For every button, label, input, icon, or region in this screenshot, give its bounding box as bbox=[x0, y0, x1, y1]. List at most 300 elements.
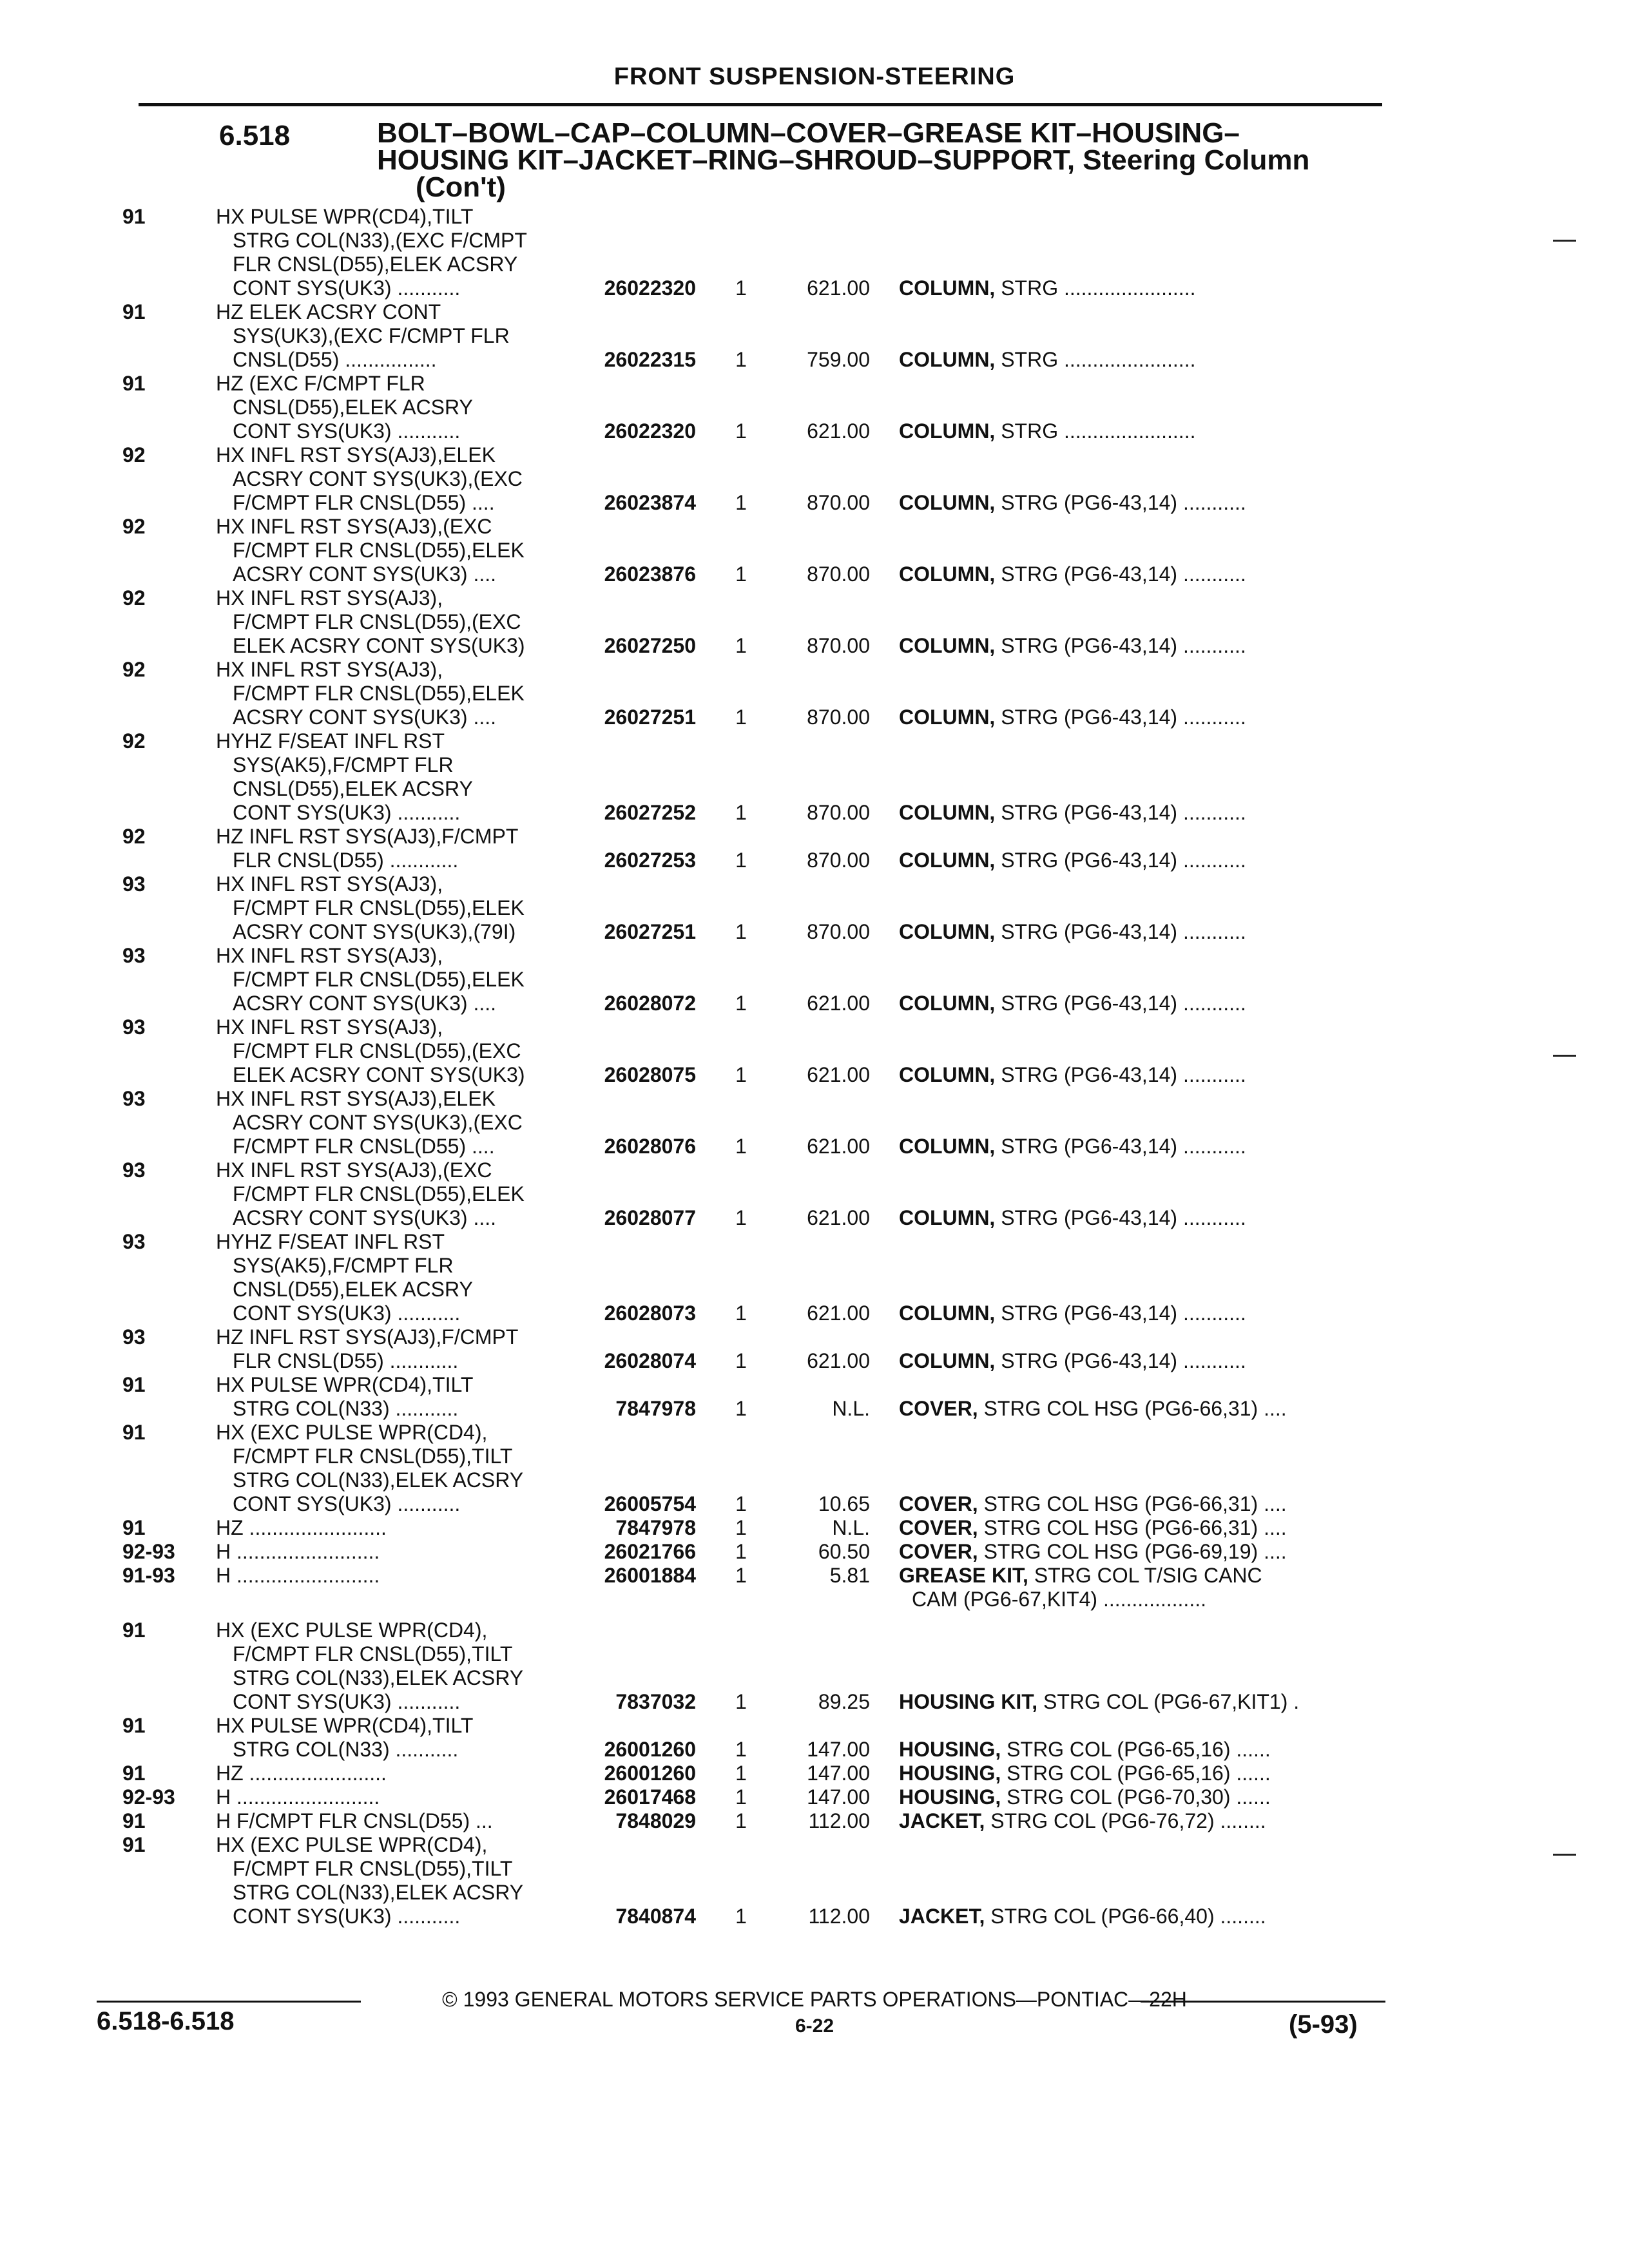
quantity: 1 bbox=[735, 419, 747, 443]
description-line: CNSL(D55),ELEK ACSRY bbox=[233, 396, 473, 419]
description-line: HX PULSE WPR(CD4),TILT bbox=[216, 1714, 474, 1737]
part-name-keyword: HOUSING, bbox=[899, 1738, 1001, 1761]
price: N.L. bbox=[832, 1397, 870, 1420]
part-name bbox=[899, 1349, 1382, 1373]
description-line: CNSL(D55),ELEK ACSRY bbox=[233, 777, 473, 800]
model-year: 92 bbox=[122, 515, 146, 538]
price: 621.00 bbox=[807, 419, 870, 443]
part-name bbox=[899, 706, 1382, 729]
quantity: 1 bbox=[735, 1564, 747, 1587]
part-name bbox=[899, 801, 1382, 825]
quantity: 1 bbox=[735, 849, 747, 872]
part-name-detail: STRG ....................... bbox=[995, 276, 1196, 300]
model-year: 93 bbox=[122, 944, 146, 967]
description-line: SYS(AK5),F/CMPT FLR bbox=[233, 1254, 454, 1277]
quantity: 1 bbox=[735, 1397, 747, 1420]
part-number: 7837032 bbox=[615, 1690, 696, 1713]
part-name bbox=[899, 1540, 1382, 1564]
part-number: 26028073 bbox=[604, 1302, 696, 1325]
description-line: CONT SYS(UK3) ........... bbox=[233, 1302, 461, 1325]
model-year: 93 bbox=[122, 1087, 146, 1110]
description-line: HZ INFL RST SYS(AJ3),F/CMPT bbox=[216, 1325, 519, 1349]
description-line: CONT SYS(UK3) ........... bbox=[233, 1905, 461, 1928]
part-number: 26028072 bbox=[604, 992, 696, 1015]
model-year: 91 bbox=[122, 1809, 146, 1832]
price: 147.00 bbox=[807, 1785, 870, 1809]
part-name bbox=[899, 920, 1382, 944]
model-year: 93 bbox=[122, 1230, 146, 1253]
description-line: F/CMPT FLR CNSL(D55),ELEK bbox=[233, 968, 525, 991]
model-year: 93 bbox=[122, 872, 146, 896]
part-name-keyword: COLUMN, bbox=[899, 920, 996, 943]
section-heading-line: BOLT–BOWL–CAP–COLUMN–COVER–GREASE KIT–HOUSING– bbox=[377, 117, 1240, 149]
part-number: 26023876 bbox=[604, 562, 696, 586]
quantity: 1 bbox=[735, 1135, 747, 1158]
price: 621.00 bbox=[807, 1302, 870, 1325]
part-name-keyword: COLUMN, bbox=[899, 562, 996, 586]
part-number: 26023874 bbox=[604, 491, 696, 514]
usage-description bbox=[216, 1540, 577, 1564]
part-name-detail: STRG (PG6-43,14) ........... bbox=[995, 706, 1246, 729]
description-line: HX INFL RST SYS(AJ3),ELEK bbox=[216, 1087, 496, 1110]
margin-mark bbox=[1553, 240, 1576, 242]
part-name-detail: STRG (PG6-43,14) ........... bbox=[995, 562, 1246, 586]
price: 10.65 bbox=[818, 1492, 870, 1515]
description-line: HX PULSE WPR(CD4),TILT bbox=[216, 1373, 474, 1396]
price: N.L. bbox=[832, 1516, 870, 1539]
part-name-keyword: COVER, bbox=[899, 1540, 978, 1563]
part-number: 7847978 bbox=[615, 1516, 696, 1539]
model-year: 91 bbox=[122, 1762, 146, 1785]
part-name bbox=[899, 1492, 1382, 1516]
part-number: 26027252 bbox=[604, 801, 696, 824]
description-line: ELEK ACSRY CONT SYS(UK3) bbox=[233, 1063, 525, 1086]
part-name-keyword: COLUMN, bbox=[899, 1063, 996, 1086]
quantity: 1 bbox=[735, 1206, 747, 1229]
part-name-detail: STRG (PG6-43,14) ........... bbox=[995, 849, 1246, 872]
quantity: 1 bbox=[735, 1492, 747, 1515]
model-year: 91 bbox=[122, 1833, 146, 1856]
copyright-line: © 1993 GENERAL MOTORS SERVICE PARTS OPERATIONS—PONTIAC—22H bbox=[442, 1988, 1187, 2011]
price: 5.81 bbox=[829, 1564, 870, 1587]
model-year: 91 bbox=[122, 372, 146, 395]
price: 89.25 bbox=[818, 1690, 870, 1713]
part-number: 26027251 bbox=[604, 706, 696, 729]
part-name bbox=[899, 1302, 1382, 1325]
part-name bbox=[899, 1206, 1382, 1230]
part-name-keyword: COLUMN, bbox=[899, 706, 996, 729]
price: 870.00 bbox=[807, 562, 870, 586]
description-line: HX INFL RST SYS(AJ3), bbox=[216, 872, 443, 896]
description-line: ACSRY CONT SYS(UK3) .... bbox=[233, 1206, 496, 1229]
price: 870.00 bbox=[807, 920, 870, 943]
part-number: 7848029 bbox=[615, 1809, 696, 1832]
price: 621.00 bbox=[807, 1063, 870, 1086]
description-line: F/CMPT FLR CNSL(D55),ELEK bbox=[233, 1182, 525, 1206]
part-name bbox=[899, 1135, 1382, 1158]
part-name bbox=[899, 849, 1382, 872]
section-heading-line: HOUSING KIT–JACKET–RING–SHROUD–SUPPORT, Steering Column bbox=[377, 144, 1310, 176]
quantity: 1 bbox=[735, 1540, 747, 1563]
description-line: HYHZ F/SEAT INFL RST bbox=[216, 1230, 445, 1253]
price: 870.00 bbox=[807, 634, 870, 657]
part-name-detail: STRG (PG6-43,14) ........... bbox=[995, 801, 1246, 824]
model-year: 92 bbox=[122, 729, 146, 753]
usage-description bbox=[216, 372, 577, 443]
description-line: ACSRY CONT SYS(UK3),(EXC bbox=[233, 467, 523, 490]
description-line: F/CMPT FLR CNSL(D55),TILT bbox=[233, 1445, 513, 1468]
description-line: CNSL(D55) ................ bbox=[233, 348, 437, 371]
price: 60.50 bbox=[818, 1540, 870, 1563]
part-name-detail: STRG (PG6-43,14) ........... bbox=[995, 634, 1246, 657]
description-line: HZ ........................ bbox=[216, 1516, 387, 1539]
part-number: 26027251 bbox=[604, 920, 696, 943]
description-line: CNSL(D55),ELEK ACSRY bbox=[233, 1278, 473, 1301]
description-line: F/CMPT FLR CNSL(D55),ELEK bbox=[233, 539, 525, 562]
description-line: HZ INFL RST SYS(AJ3),F/CMPT bbox=[216, 825, 519, 848]
description-line: H ......................... bbox=[216, 1564, 380, 1587]
usage-description bbox=[216, 1087, 577, 1158]
description-line: FLR CNSL(D55) ............ bbox=[233, 849, 459, 872]
description-line: ACSRY CONT SYS(UK3) .... bbox=[233, 562, 496, 586]
part-name-detail: STRG (PG6-43,14) ........... bbox=[995, 1349, 1246, 1372]
part-name bbox=[899, 1762, 1382, 1785]
price: 759.00 bbox=[807, 348, 870, 371]
description-line: H F/CMPT FLR CNSL(D55) ... bbox=[216, 1809, 493, 1832]
description-line: HX (EXC PULSE WPR(CD4), bbox=[216, 1619, 488, 1642]
description-line: CONT SYS(UK3) ........... bbox=[233, 1492, 461, 1515]
part-name bbox=[899, 1785, 1382, 1809]
usage-description bbox=[216, 1619, 577, 1714]
description-line: SYS(AK5),F/CMPT FLR bbox=[233, 753, 454, 776]
quantity: 1 bbox=[735, 491, 747, 514]
part-name-keyword: COLUMN, bbox=[899, 1302, 996, 1325]
usage-description bbox=[216, 586, 577, 658]
model-year: 91 bbox=[122, 1619, 146, 1642]
part-number: 26001260 bbox=[604, 1738, 696, 1761]
part-name-keyword: COLUMN, bbox=[899, 1135, 996, 1158]
description-line: ACSRY CONT SYS(UK3) .... bbox=[233, 992, 496, 1015]
page-title: FRONT SUSPENSION-STEERING bbox=[613, 63, 1016, 90]
model-year: 91 bbox=[122, 205, 146, 228]
model-year: 91 bbox=[122, 1373, 146, 1396]
usage-description bbox=[216, 825, 577, 872]
part-name-detail: STRG (PG6-43,14) ........... bbox=[995, 992, 1246, 1015]
part-name-keyword: COLUMN, bbox=[899, 419, 996, 443]
description-line: STRG COL(N33) ........... bbox=[233, 1397, 459, 1420]
description-line: HX INFL RST SYS(AJ3),ELEK bbox=[216, 443, 496, 466]
usage-description bbox=[216, 1785, 577, 1809]
part-name bbox=[899, 1516, 1382, 1540]
part-name-detail: STRG COL (PG6-70,30) ...... bbox=[1001, 1785, 1271, 1809]
price: 621.00 bbox=[807, 1349, 870, 1372]
part-number: 26005754 bbox=[604, 1492, 696, 1515]
quantity: 1 bbox=[735, 1785, 747, 1809]
usage-description bbox=[216, 1158, 577, 1230]
part-name bbox=[899, 1690, 1382, 1714]
quantity: 1 bbox=[735, 801, 747, 824]
description-line: STRG COL(N33),ELEK ACSRY bbox=[233, 1666, 524, 1689]
part-number: 26027250 bbox=[604, 634, 696, 657]
part-name-keyword: HOUSING, bbox=[899, 1785, 1001, 1809]
description-line: HX (EXC PULSE WPR(CD4), bbox=[216, 1833, 488, 1856]
description-line: F/CMPT FLR CNSL(D55),ELEK bbox=[233, 682, 525, 705]
model-year: 91 bbox=[122, 1516, 146, 1539]
quantity: 1 bbox=[735, 920, 747, 943]
part-name-keyword: COLUMN, bbox=[899, 992, 996, 1015]
usage-description bbox=[216, 1373, 577, 1421]
part-name-keyword: COLUMN, bbox=[899, 276, 996, 300]
description-line: F/CMPT FLR CNSL(D55),TILT bbox=[233, 1642, 513, 1666]
description-line: HYHZ F/SEAT INFL RST bbox=[216, 729, 445, 753]
part-name-detail: STRG COL HSG (PG6-66,31) .... bbox=[978, 1492, 1287, 1515]
description-line: FLR CNSL(D55),ELEK ACSRY bbox=[233, 253, 518, 276]
description-line: F/CMPT FLR CNSL(D55),TILT bbox=[233, 1857, 513, 1880]
description-line: ACSRY CONT SYS(UK3),(79I) bbox=[233, 920, 516, 943]
part-name-keyword: COVER, bbox=[899, 1397, 978, 1420]
description-line: HX INFL RST SYS(AJ3), bbox=[216, 944, 443, 967]
quantity: 1 bbox=[735, 1905, 747, 1928]
description-line: SYS(UK3),(EXC F/CMPT FLR bbox=[233, 324, 510, 347]
quantity: 1 bbox=[735, 1516, 747, 1539]
quantity: 1 bbox=[735, 634, 747, 657]
margin-mark bbox=[1553, 1854, 1576, 1856]
part-name-detail: STRG (PG6-43,14) ........... bbox=[995, 1135, 1246, 1158]
part-name-keyword: COLUMN, bbox=[899, 849, 996, 872]
description-line: CONT SYS(UK3) ........... bbox=[233, 276, 461, 300]
part-number: 26001260 bbox=[604, 1762, 696, 1785]
part-name-keyword: COLUMN, bbox=[899, 491, 996, 514]
usage-description bbox=[216, 300, 577, 372]
part-number: 26028076 bbox=[604, 1135, 696, 1158]
description-line: ACSRY CONT SYS(UK3) .... bbox=[233, 706, 496, 729]
part-name-keyword: COLUMN, bbox=[899, 1206, 996, 1229]
model-year: 91 bbox=[122, 300, 146, 323]
price: 621.00 bbox=[807, 1206, 870, 1229]
quantity: 1 bbox=[735, 1690, 747, 1713]
usage-description bbox=[216, 1833, 577, 1928]
model-year: 92-93 bbox=[122, 1785, 175, 1809]
description-line: ELEK ACSRY CONT SYS(UK3) bbox=[233, 634, 525, 657]
part-number: 7840874 bbox=[615, 1905, 696, 1928]
usage-description bbox=[216, 1325, 577, 1373]
description-line: HZ ........................ bbox=[216, 1762, 387, 1785]
part-name-keyword: GREASE KIT, bbox=[899, 1564, 1028, 1587]
description-line: CONT SYS(UK3) ........... bbox=[233, 1690, 461, 1713]
description-line: F/CMPT FLR CNSL(D55),ELEK bbox=[233, 896, 525, 919]
usage-description bbox=[216, 1809, 577, 1833]
part-number: 7847978 bbox=[615, 1397, 696, 1420]
part-number: 26022315 bbox=[604, 348, 696, 371]
part-name-detail: STRG (PG6-43,14) ........... bbox=[995, 1063, 1246, 1086]
quantity: 1 bbox=[735, 1302, 747, 1325]
description-line: ACSRY CONT SYS(UK3),(EXC bbox=[233, 1111, 523, 1134]
section-heading-line: (Con't) bbox=[416, 171, 506, 203]
price: 870.00 bbox=[807, 491, 870, 514]
model-year: 91 bbox=[122, 1421, 146, 1444]
model-year: 93 bbox=[122, 1015, 146, 1039]
quantity: 1 bbox=[735, 276, 747, 300]
usage-description bbox=[216, 1564, 577, 1588]
part-name-detail: STRG COL (PG6-67,KIT1) . bbox=[1037, 1690, 1300, 1713]
model-year: 92 bbox=[122, 586, 146, 610]
description-line: F/CMPT FLR CNSL(D55) .... bbox=[233, 491, 495, 514]
part-name-detail: STRG ....................... bbox=[995, 348, 1196, 371]
description-line: FLR CNSL(D55) ............ bbox=[233, 1349, 459, 1372]
model-year: 93 bbox=[122, 1158, 146, 1182]
part-name-keyword: COLUMN, bbox=[899, 801, 996, 824]
quantity: 1 bbox=[735, 1809, 747, 1832]
usage-description bbox=[216, 729, 577, 825]
part-number: 26001884 bbox=[604, 1564, 696, 1587]
usage-description bbox=[216, 944, 577, 1015]
top-rule bbox=[139, 103, 1382, 106]
section-range: 6.518-6.518 bbox=[97, 2007, 235, 2035]
description-line: HX (EXC PULSE WPR(CD4), bbox=[216, 1421, 488, 1444]
part-name bbox=[899, 419, 1382, 443]
usage-description bbox=[216, 1714, 577, 1762]
part-name bbox=[899, 1905, 1382, 1928]
description-line: HX INFL RST SYS(AJ3), bbox=[216, 1015, 443, 1039]
description-line: STRG COL(N33),ELEK ACSRY bbox=[233, 1881, 524, 1904]
part-name bbox=[899, 1809, 1382, 1833]
quantity: 1 bbox=[735, 1738, 747, 1761]
part-number: 26017468 bbox=[604, 1785, 696, 1809]
part-name bbox=[899, 1564, 1382, 1588]
part-number: 26022320 bbox=[604, 419, 696, 443]
price: 621.00 bbox=[807, 992, 870, 1015]
description-line: HZ (EXC F/CMPT FLR bbox=[216, 372, 425, 395]
section-number: 6.518 bbox=[219, 120, 291, 151]
part-name-keyword: HOUSING KIT, bbox=[899, 1690, 1038, 1713]
model-year: 92 bbox=[122, 658, 146, 681]
part-name-detail: STRG COL HSG (PG6-66,31) .... bbox=[978, 1516, 1287, 1539]
quantity: 1 bbox=[735, 348, 747, 371]
usage-description bbox=[216, 1762, 577, 1785]
part-number: 26028075 bbox=[604, 1063, 696, 1086]
usage-description bbox=[216, 1015, 577, 1087]
margin-mark bbox=[1553, 1055, 1576, 1057]
quantity: 1 bbox=[735, 1762, 747, 1785]
description-line: HZ ELEK ACSRY CONT bbox=[216, 300, 441, 323]
quantity: 1 bbox=[735, 562, 747, 586]
description-line: H ......................... bbox=[216, 1540, 380, 1563]
description-line: CONT SYS(UK3) ........... bbox=[233, 801, 461, 824]
usage-description bbox=[216, 872, 577, 944]
revision-date: (5-93) bbox=[1289, 2010, 1358, 2039]
description-line: STRG COL(N33),(EXC F/CMPT bbox=[233, 229, 527, 252]
part-name bbox=[899, 276, 1382, 300]
part-name-continuation: CAM (PG6-67,KIT4) .................. bbox=[912, 1588, 1206, 1611]
model-year: 91 bbox=[122, 1714, 146, 1737]
page-number: 6-22 bbox=[795, 2015, 834, 2037]
model-year: 91-93 bbox=[122, 1564, 175, 1587]
model-year: 92 bbox=[122, 443, 146, 466]
part-name bbox=[899, 348, 1382, 372]
price: 870.00 bbox=[807, 706, 870, 729]
usage-description bbox=[216, 658, 577, 729]
description-line: HX INFL RST SYS(AJ3), bbox=[216, 658, 443, 681]
part-name-keyword: COVER, bbox=[899, 1516, 978, 1539]
quantity: 1 bbox=[735, 992, 747, 1015]
part-name bbox=[899, 1063, 1382, 1087]
part-number: 26028074 bbox=[604, 1349, 696, 1372]
description-line: CONT SYS(UK3) ........... bbox=[233, 419, 461, 443]
description-line: HX INFL RST SYS(AJ3),(EXC bbox=[216, 515, 492, 538]
description-line: HX PULSE WPR(CD4),TILT bbox=[216, 205, 474, 228]
part-number: 26028077 bbox=[604, 1206, 696, 1229]
price: 147.00 bbox=[807, 1762, 870, 1785]
usage-description bbox=[216, 1230, 577, 1325]
part-name bbox=[899, 992, 1382, 1015]
part-number: 26027253 bbox=[604, 849, 696, 872]
price: 621.00 bbox=[807, 1135, 870, 1158]
part-name-detail: STRG (PG6-43,14) ........... bbox=[995, 1206, 1246, 1229]
usage-description bbox=[216, 205, 577, 300]
part-number: 26021766 bbox=[604, 1540, 696, 1563]
description-line: HX INFL RST SYS(AJ3),(EXC bbox=[216, 1158, 492, 1182]
part-name-detail: STRG (PG6-43,14) ........... bbox=[995, 1302, 1246, 1325]
part-name-keyword: COLUMN, bbox=[899, 1349, 996, 1372]
description-line: STRG COL(N33),ELEK ACSRY bbox=[233, 1468, 524, 1492]
section-heading bbox=[377, 117, 1382, 203]
price: 621.00 bbox=[807, 276, 870, 300]
part-name bbox=[899, 634, 1382, 658]
price: 147.00 bbox=[807, 1738, 870, 1761]
model-year: 92 bbox=[122, 825, 146, 848]
description-line: F/CMPT FLR CNSL(D55),(EXC bbox=[233, 610, 521, 633]
description-line: HX INFL RST SYS(AJ3), bbox=[216, 586, 443, 610]
part-name-detail: STRG COL HSG (PG6-66,31) .... bbox=[978, 1397, 1287, 1420]
part-name bbox=[899, 491, 1382, 515]
part-name-detail: STRG COL (PG6-66,40) ........ bbox=[985, 1905, 1266, 1928]
price: 870.00 bbox=[807, 849, 870, 872]
part-name-detail: STRG COL (PG6-65,16) ...... bbox=[1001, 1762, 1271, 1785]
part-name bbox=[899, 1397, 1382, 1421]
description-line: STRG COL(N33) ........... bbox=[233, 1738, 459, 1761]
price: 870.00 bbox=[807, 801, 870, 824]
price: 112.00 bbox=[808, 1905, 870, 1928]
part-name-keyword: COLUMN, bbox=[899, 348, 996, 371]
part-name-detail: STRG COL HSG (PG6-69,19) .... bbox=[978, 1540, 1287, 1563]
part-name-keyword: COLUMN, bbox=[899, 634, 996, 657]
part-name-keyword: JACKET, bbox=[899, 1905, 985, 1928]
part-name-keyword: COVER, bbox=[899, 1492, 978, 1515]
usage-description bbox=[216, 1516, 577, 1540]
part-name-detail: STRG (PG6-43,14) ........... bbox=[995, 491, 1246, 514]
part-number: 26022320 bbox=[604, 276, 696, 300]
quantity: 1 bbox=[735, 1349, 747, 1372]
description-line: F/CMPT FLR CNSL(D55) .... bbox=[233, 1135, 495, 1158]
part-name-detail: STRG COL (PG6-76,72) ........ bbox=[985, 1809, 1266, 1832]
usage-description bbox=[216, 515, 577, 586]
model-year: 93 bbox=[122, 1325, 146, 1349]
quantity: 1 bbox=[735, 1063, 747, 1086]
part-name-detail: STRG (PG6-43,14) ........... bbox=[995, 920, 1246, 943]
model-year: 92-93 bbox=[122, 1540, 175, 1563]
part-name-keyword: JACKET, bbox=[899, 1809, 985, 1832]
usage-description bbox=[216, 443, 577, 515]
usage-description bbox=[216, 1421, 577, 1516]
part-name-keyword: HOUSING, bbox=[899, 1762, 1001, 1785]
part-name-detail: STRG COL T/SIG CANC bbox=[1028, 1564, 1262, 1587]
part-name bbox=[899, 562, 1382, 586]
price: 112.00 bbox=[808, 1809, 870, 1832]
part-name-detail: STRG COL (PG6-65,16) ...... bbox=[1001, 1738, 1271, 1761]
part-name-detail: STRG ....................... bbox=[995, 419, 1196, 443]
description-line: H ......................... bbox=[216, 1785, 380, 1809]
quantity: 1 bbox=[735, 706, 747, 729]
